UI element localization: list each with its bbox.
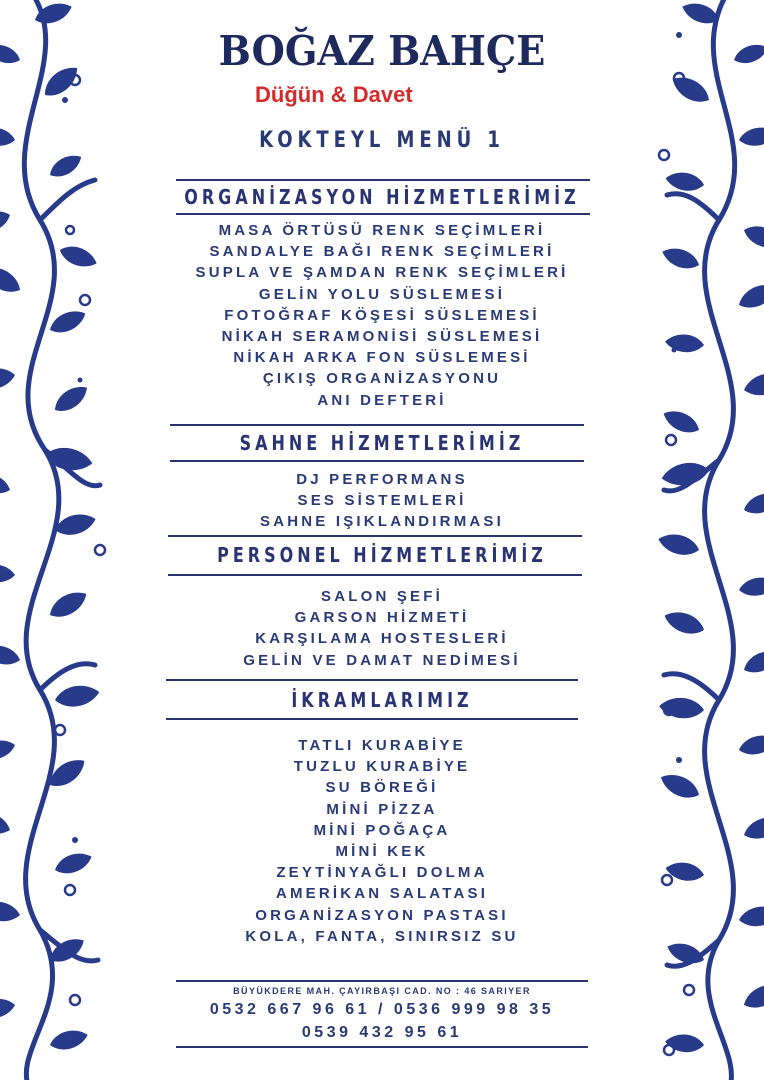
- list-item: ANI DEFTERİ: [317, 391, 447, 409]
- personel-list: [0, 586, 764, 671]
- list-item: MİNİ POĞAÇA: [313, 821, 451, 839]
- list-item: SALON ŞEFİ: [320, 588, 443, 605]
- list-item: ÇIKIŞ ORGANİZASYONU: [262, 370, 502, 388]
- section-heading-personel: PERSONEL HİZMETLERİMİZ: [217, 543, 547, 567]
- list-item: KOLA, FANTA, SINIRSIZ SU: [245, 927, 519, 945]
- list-item: SES SİSTEMLERİ: [297, 492, 467, 510]
- list-item: TUZLU KURABİYE: [293, 758, 471, 776]
- brand-name: BOĞAZ BAHÇE: [218, 27, 546, 75]
- phone-numbers-line-2: 0539 432 95 61: [301, 1024, 463, 1041]
- list-item: NİKAH ARKA FON SÜSLEMESİ: [233, 349, 531, 367]
- list-item: ORGANİZASYON PASTASI: [255, 906, 509, 924]
- address: BÜYÜKDERE MAH. ÇAYIRBAŞI CAD. NO : 46 SARIYER: [233, 986, 531, 996]
- list-item: GARSON HİZMETİ: [294, 609, 470, 627]
- section-heading-ikram: İKRAMLARIMIZ: [291, 688, 473, 712]
- list-item: KARŞILAMA HOSTESLERİ: [255, 630, 509, 648]
- brand-subtitle: Düğün & Davet: [255, 82, 413, 107]
- list-item: MASA ÖRTÜSÜ RENK SEÇİMLERİ: [218, 222, 546, 239]
- list-item: GELİN VE DAMAT NEDİMESİ: [243, 651, 521, 669]
- list-item: MİNİ KEK: [335, 842, 429, 860]
- organizasyon-list: [0, 220, 764, 411]
- list-item: SU BÖREĞİ: [325, 779, 439, 797]
- section-heading-organizasyon: ORGANİZASYON HİZMETLERİMİZ: [184, 185, 580, 209]
- list-item: SANDALYE BAĞI RENK SEÇİMLERİ: [209, 243, 555, 261]
- section-heading-sahne: SAHNE HİZMETLERİMİZ: [239, 431, 525, 455]
- list-item: NİKAH SERAMONİSİ SÜSLEMESİ: [221, 327, 543, 345]
- phone-numbers-line-1: 0532 667 96 61 / 0536 999 98 35: [209, 1001, 555, 1018]
- list-item: FOTOĞRAF KÖŞESİ SÜSLEMESİ: [224, 306, 540, 324]
- list-item: SAHNE IŞIKLANDIRMASI: [259, 513, 504, 531]
- list-item: DJ PERFORMANS: [296, 471, 468, 488]
- menu-title: KOKTEYL MENÜ 1: [259, 128, 505, 153]
- list-item: TATLI KURABİYE: [298, 737, 466, 754]
- list-item: MİNİ PİZZA: [326, 800, 438, 818]
- list-item: ZEYTİNYAĞLI DOLMA: [276, 864, 488, 882]
- ikram-list: [0, 735, 764, 947]
- list-item: AMERİKAN SALATASI: [275, 885, 489, 903]
- list-item: SUPLA VE ŞAMDAN RENK SEÇİMLERİ: [195, 264, 569, 282]
- sahne-list: [0, 469, 764, 533]
- list-item: GELİN YOLU SÜSLEMESİ: [258, 285, 506, 303]
